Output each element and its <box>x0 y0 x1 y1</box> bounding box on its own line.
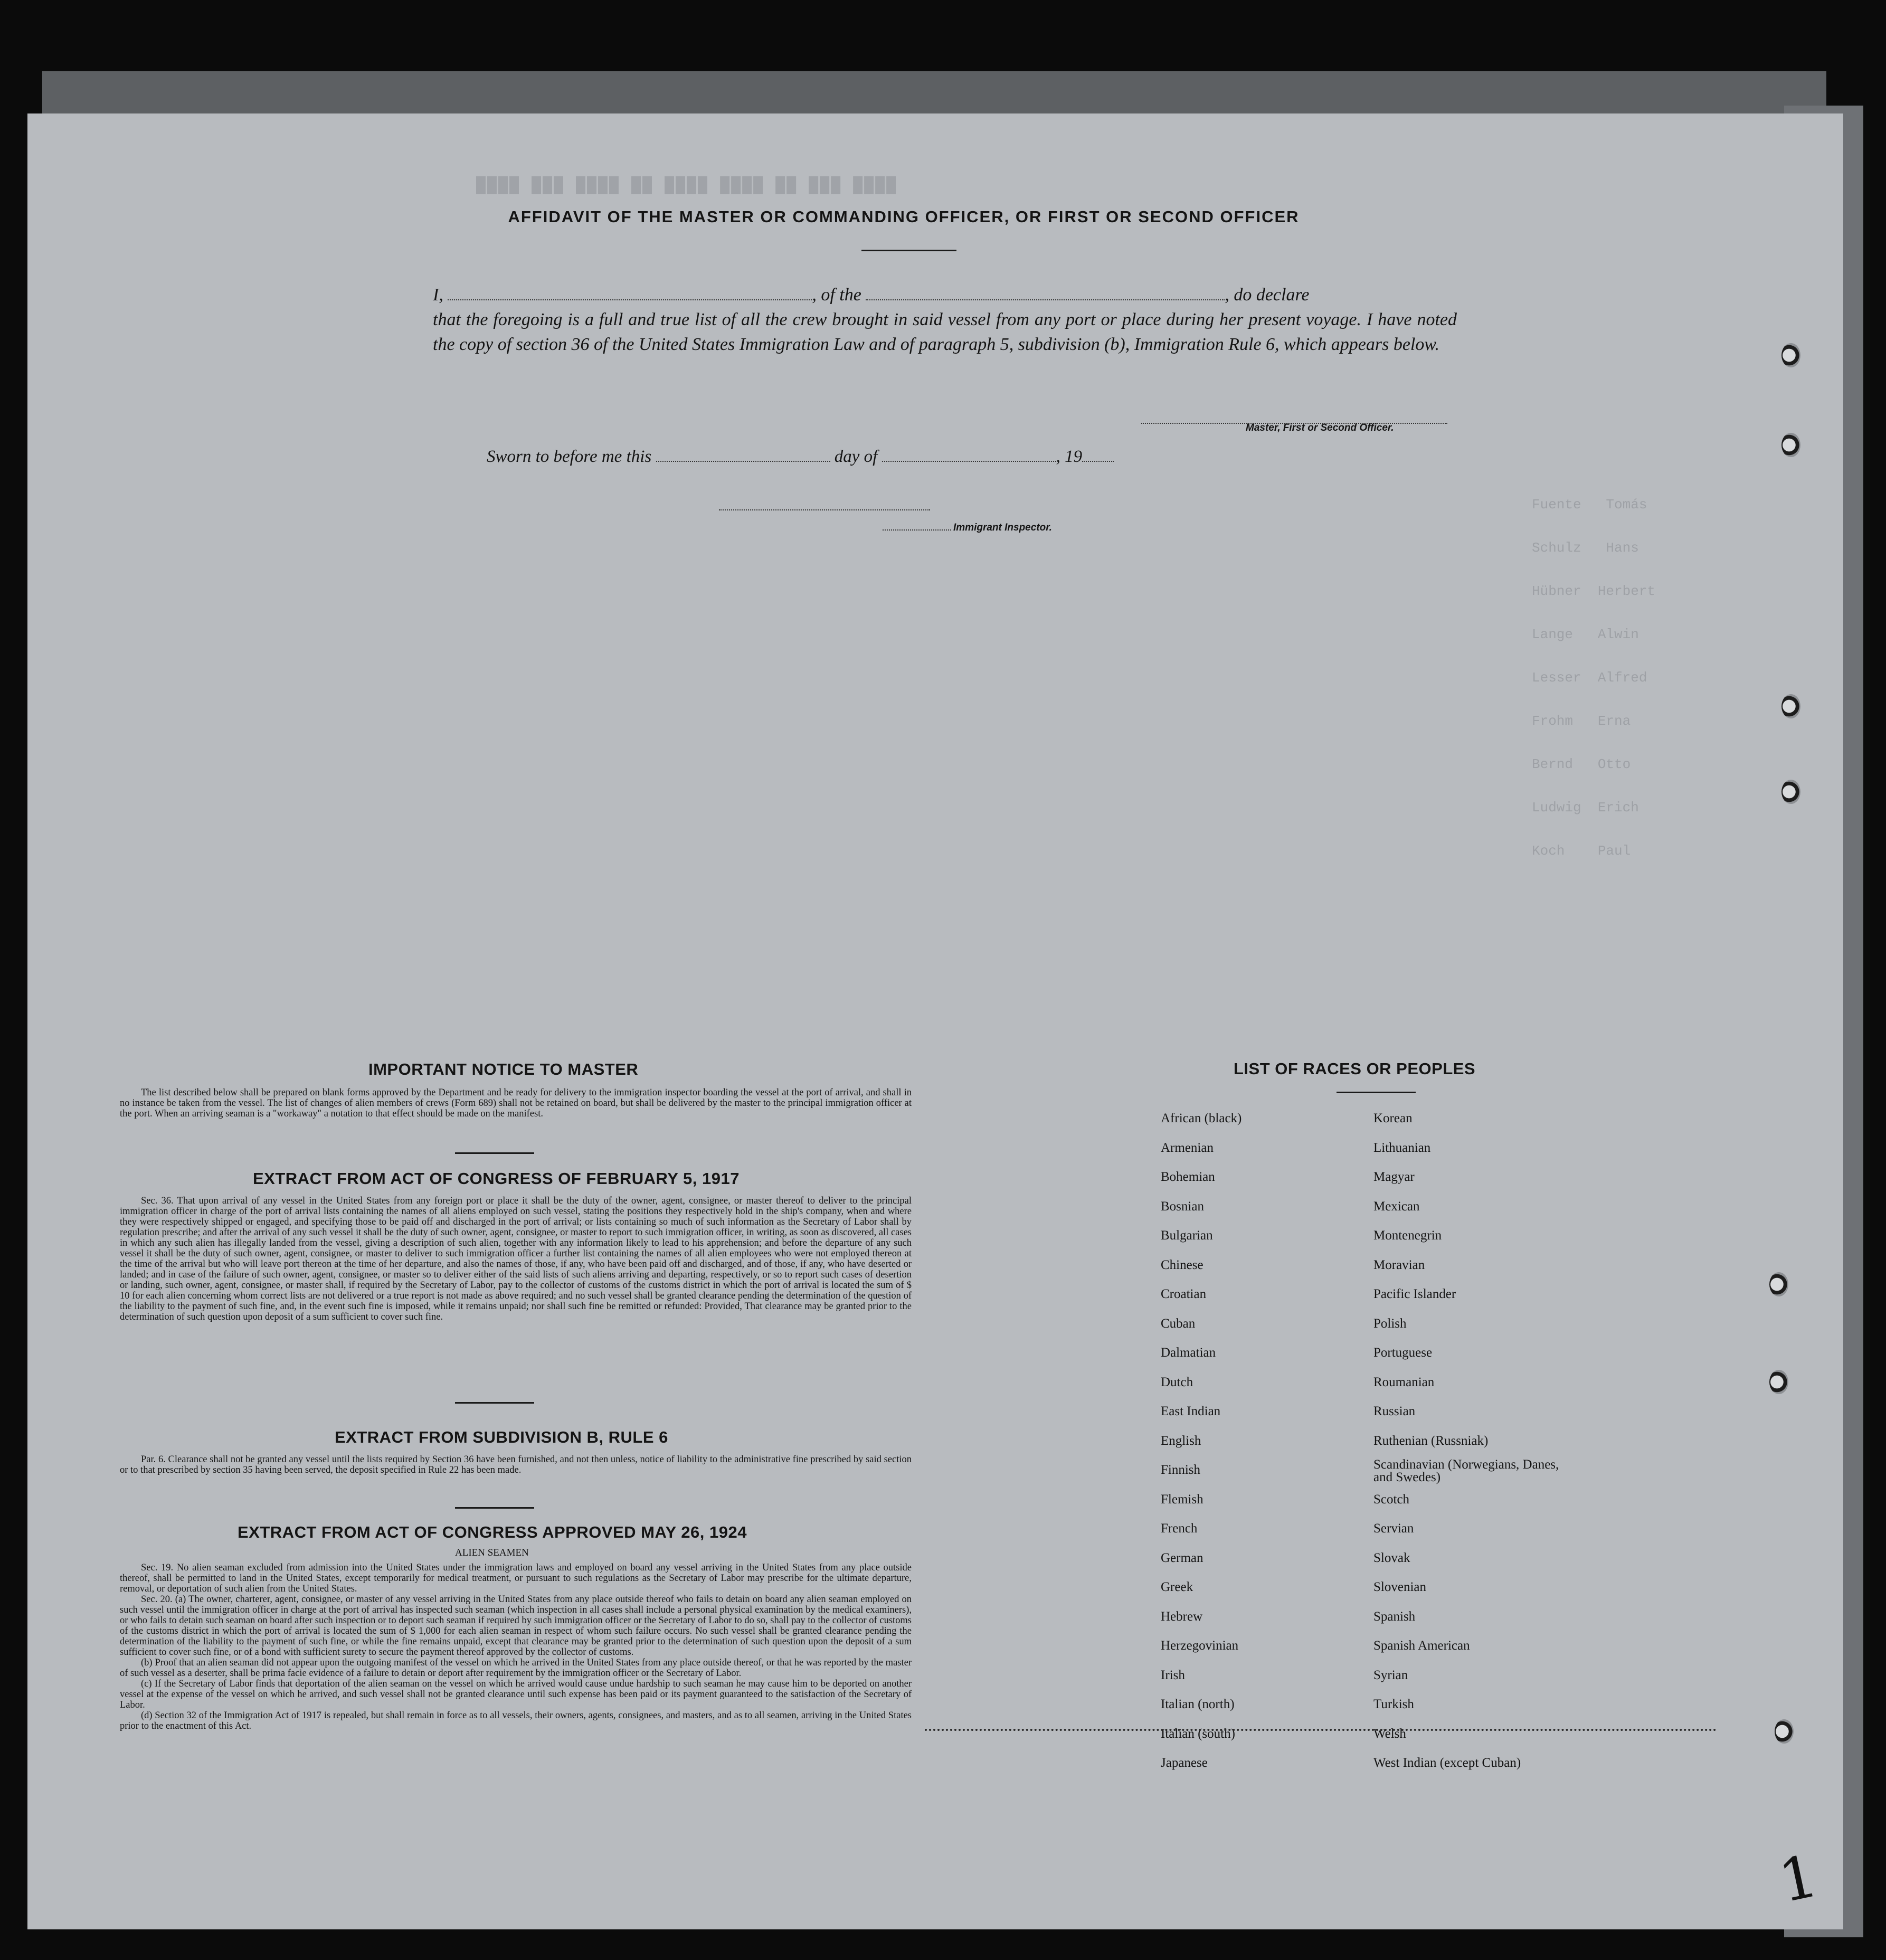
race-item-left: East Indian <box>1161 1404 1221 1418</box>
race-item-right: Roumanian <box>1373 1375 1435 1389</box>
binder-ring-icon <box>1781 433 1800 457</box>
race-item-left: Chinese <box>1161 1257 1203 1272</box>
race-item-right: Syrian <box>1373 1668 1408 1682</box>
race-item-left: African (black) <box>1161 1111 1242 1125</box>
affidavit-title: AFFIDAVIT OF THE MASTER OR COMMANDING OFFICER, OR FIRST OR SECOND OFFICER <box>508 207 1300 226</box>
race-item-right: Montenegrin <box>1373 1228 1442 1243</box>
race-item-right: Scandinavian (Norwegians, Danes, and Swedes) <box>1373 1457 1559 1484</box>
binder-ring-icon <box>1769 1370 1788 1394</box>
bleed-through-list: Fuente Tomás Schulz Hans Hübner Herbert Lange Alwin Lesser Alfred Frohm Erna Bernd Otto Ludwig Erich Koch Paul <box>1532 497 1656 859</box>
race-item-left: Bosnian <box>1161 1199 1204 1214</box>
race-item-left: Bohemian <box>1161 1170 1215 1184</box>
race-item-right: Polish <box>1373 1316 1407 1331</box>
day-of-text: day of <box>834 447 878 466</box>
sec-20c-paragraph: (c) If the Secretary of Labor finds that deportation of the alien seaman on the vessel on which he arrived would cause undue hardship to such seaman he may cause him to be deported on another vessel at the expense of the vessel on which he arrived, and such vessel shall not be granted clearance until such expense has been paid or its payment guaranteed to the satisfaction of the Secretary of Labor. <box>120 1679 912 1710</box>
race-item-left: Japanese <box>1161 1756 1208 1770</box>
affidavit-text <box>433 282 1457 357</box>
race-item-right: Portuguese <box>1373 1346 1433 1360</box>
affidavit-of-the: , of the <box>812 285 861 305</box>
race-item-right: Slovak <box>1373 1550 1410 1565</box>
extract-1924-title: EXTRACT FROM ACT OF CONGRESS APPROVED MAY 26, 1924 <box>238 1523 747 1541</box>
binder-ring-icon <box>1781 694 1800 718</box>
sworn-text: Sworn to before me this <box>487 447 652 466</box>
dotted-leader <box>925 1729 1717 1731</box>
notice-paragraph: The list described below shall be prepared on blank forms approved by the Department and be ready for delivery to the immigration inspector boarding the vessel at the port of arrival, and shall in no instance be taken from the vessel. The list of changes of alien members of crews (Form 689) shall not be retained on board, but shall be delivered by the master to the principal immigration officer at the port. When an arriving seaman is a "workaway" a notation to that effect should be made on the manifest. <box>120 1087 912 1119</box>
races-title-rule <box>1337 1092 1416 1093</box>
extract-rule6-title: EXTRACT FROM SUBDIVISION B, RULE 6 <box>335 1428 668 1446</box>
extract-1924-text <box>120 1563 912 1731</box>
race-item-left: Armenian <box>1161 1140 1214 1155</box>
race-item-left: Irish <box>1161 1668 1185 1682</box>
race-item-right: Ruthenian (Russniak) <box>1373 1433 1489 1448</box>
extract-1917-text <box>120 1196 912 1322</box>
extract-rule6-paragraph: Par. 6. Clearance shall not be granted any vessel until the lists required by Section 36 have been furnished, and not then unless, notice of liability to the administrative fine prescribed by said section or to that prescribed by section 35 having been served, the deposit specified in Rule 22 has been made. <box>120 1454 912 1475</box>
race-item-left: Croatian <box>1161 1287 1207 1301</box>
race-item-left: Finnish <box>1161 1463 1201 1477</box>
notice-text <box>120 1087 912 1119</box>
bleed-through: ████ ███ ████ ██ ████ ████ ██ ███ ████ <box>476 177 898 195</box>
race-item-right: Pacific Islander <box>1373 1287 1456 1301</box>
binder-ring-icon <box>1781 780 1800 804</box>
race-item-right: Turkish <box>1373 1697 1414 1711</box>
race-item-right: Lithuanian <box>1373 1140 1431 1155</box>
binder-ring-icon <box>1781 343 1800 367</box>
notice-rule <box>455 1152 534 1154</box>
race-item-right: West Indian (except Cuban) <box>1373 1756 1521 1770</box>
race-item-right: Spanish <box>1373 1609 1416 1624</box>
inspector-signature-line[interactable] <box>719 495 930 510</box>
race-item-left: Cuban <box>1161 1316 1196 1331</box>
race-item-right: Welsh <box>1373 1726 1406 1741</box>
race-item-left: Italian (north) <box>1161 1697 1235 1711</box>
race-item-left: Herzegovinian <box>1161 1639 1239 1653</box>
extract-1917-title: EXTRACT FROM ACT OF CONGRESS OF FEBRUARY 5, 1917 <box>253 1169 740 1188</box>
name-blank[interactable] <box>448 285 812 300</box>
race-item-left: Hebrew <box>1161 1609 1203 1624</box>
affidavit-i: I, <box>433 285 443 305</box>
year-blank[interactable] <box>1082 446 1114 462</box>
year-prefix: , 19 <box>1056 447 1083 466</box>
inspector-line <box>883 520 1052 534</box>
vessel-blank[interactable] <box>866 285 1225 300</box>
race-item-right: Scotch <box>1373 1492 1410 1507</box>
binder-ring-icon <box>1769 1272 1788 1296</box>
affidavit-declaration-line <box>433 282 1457 307</box>
sworn-line <box>487 446 1114 467</box>
sec-20b-paragraph: (b) Proof that an alien seaman did not appear upon the outgoing manifest of the vessel on which he arrived in the United States from any place outside thereof, or that he was reported by the master of such vessel as a deserter, shall be prima facie evidence of a failure to detain or deport after requirement by the immigration officer or the Secretary of Labor. <box>120 1658 912 1679</box>
race-item-right: Slovenian <box>1373 1580 1426 1594</box>
binder-ring-icon <box>1775 1719 1794 1744</box>
handwritten-mark: 1 <box>1773 1842 1824 1916</box>
race-item-left: Italian (south) <box>1161 1726 1235 1741</box>
race-item-left: Flemish <box>1161 1492 1203 1507</box>
extract-rule6-text <box>120 1454 912 1475</box>
extract-1917-rule <box>455 1402 534 1404</box>
master-label: Master, First or Second Officer. <box>1246 422 1394 433</box>
affidavit-do-declare: , do declare <box>1225 285 1310 305</box>
sec-19-paragraph: Sec. 19. No alien seaman excluded from admission into the United States under the immigration laws and employed on board any vessel arriving in the United States from any place outside thereof, shall be permitted to land in the United States, except temporarily for medical treatment, or pursuant to such regulations as the Secretary of Labor may prescribe for the ultimate departure, removal, or deportation of such alien from the United States. <box>120 1563 912 1594</box>
race-item-right: Servian <box>1373 1521 1414 1536</box>
race-item-right: Spanish American <box>1373 1639 1470 1653</box>
race-item-left: German <box>1161 1550 1203 1565</box>
affidavit-title-rule <box>861 250 956 251</box>
sworn-day-blank[interactable] <box>656 446 830 462</box>
race-item-left: English <box>1161 1433 1201 1448</box>
race-item-right: Russian <box>1373 1404 1416 1418</box>
sec-20a-paragraph: Sec. 20. (a) The owner, charterer, agent, consignee, or master of any vessel arriving in the United States from any place outside thereof who fails to detain on board any alien seaman employed on such vessel until the immigration officer in charge at the port of arrival has inspected such seaman (which inspection in all cases shall include a personal physical examination by the medical examiners), or who fails to detain such seaman on board after such inspection or to deport such seaman if required by such immigration officer or the Secretary of Labor to do so, shall pay to the collector of customs of the customs district in which the port of arrival is located the sum of $ 1,000 for each alien seaman in respect of whom such failure occurs. No such vessel shall be granted clearance pending the determination of the liability to the payment of such fine, or while the fine remains unpaid, except that clearance may be granted prior to the determination of such question upon the deposit of a sum sufficient to cover such fine, or of a bond with sufficient surety to secure the payment thereof approved by the collector of customs. <box>120 1594 912 1658</box>
notice-title: IMPORTANT NOTICE TO MASTER <box>368 1060 639 1078</box>
race-item-right: Korean <box>1373 1111 1413 1125</box>
race-item-left: French <box>1161 1521 1198 1536</box>
race-item-right: Moravian <box>1373 1257 1425 1272</box>
document-page <box>27 113 1843 1929</box>
races-title: LIST OF RACES OR PEOPLES <box>1234 1059 1476 1078</box>
sworn-month-blank[interactable] <box>882 446 1056 462</box>
race-item-right: Magyar <box>1373 1170 1415 1184</box>
affidavit-body: that the foregoing is a full and true list of all the crew brought in said vessel from any port or place during her present voyage. I have noted the copy of section 36 of the United States Immigration Law and of paragraph 5, subdivision (b), Immigration Rule 6, which appears below. <box>433 310 1457 354</box>
race-item-right: Mexican <box>1373 1199 1420 1214</box>
master-signature-line[interactable] <box>1141 408 1447 424</box>
extract-1924-subtitle: ALIEN SEAMEN <box>455 1547 529 1558</box>
race-item-left: Dutch <box>1161 1375 1193 1389</box>
race-item-left: Greek <box>1161 1580 1193 1594</box>
extract-1917-paragraph: Sec. 36. That upon arrival of any vessel in the United States from any foreign port or place it shall be the duty of the owner, agent, consignee, or master thereof to deliver to the principal immigration officer in charge of the port of arrival lists containing the names of all aliens employed on such vessel, stating the positions they respectively hold in the ship's company, when and where they were respectively shipped or engaged, and specifying those to be paid off and discharged in the port of arrival; or lists containing so much of such information as the Secretary of Labor shall by regulation prescribe; and after the arrival of any such vessel it shall be the duty of such owner, agent, consignee, or master to report to such immigration officer, in writing, as soon as discovered, all cases in which any such alien has illegally landed from the vessel, giving a description of such alien, together with any information likely to lead to his apprehension; and before the departure of any such vessel it shall be the duty of such owner, agent, consignee, or master to deliver to such immigration officer a further list containing the names of all alien employees who were not employed thereon at the time of the arrival but who will leave port thereon at the time of her departure, and also the names of those, if any, who have been paid off and discharged, and of those, if any, who have deserted or landed; and in case of the failure of such owner, agent, consignee, or master so to deliver either of the said lists of such aliens arriving and departing, respectively, or so to report such cases of desertion or landing, such owner, agent, consignee, or master shall, if required by the Secretary of Labor, pay to the collector of customs of the customs district in which the port of arrival is located the sum of $ 10 for each alien concerning whom correct lists are not delivered or a true report is not made as above required; and no such vessel shall be granted clearance pending the determination of the question of the liability to the payment of such fine, and, in the event such fine is imposed, while it remains unpaid; nor shall such fine be remitted or refunded: Provided, That clearance may be granted prior to the determination of such question upon deposit of a sum sufficient to cover such fine. <box>120 1196 912 1322</box>
race-item-left: Bulgarian <box>1161 1228 1213 1243</box>
extract-rule6-rule <box>455 1507 534 1509</box>
inspector-short-blank <box>883 520 951 531</box>
race-item-left: Dalmatian <box>1161 1346 1216 1360</box>
inspector-label: Immigrant Inspector. <box>953 522 1052 533</box>
sec-20d-paragraph: (d) Section 32 of the Immigration Act of 1917 is repealed, but shall remain in force as to all vessels, their owners, agents, consignees, and masters, and as to all seamen, arriving in the United States prior to the enactment of this Act. <box>120 1710 912 1731</box>
